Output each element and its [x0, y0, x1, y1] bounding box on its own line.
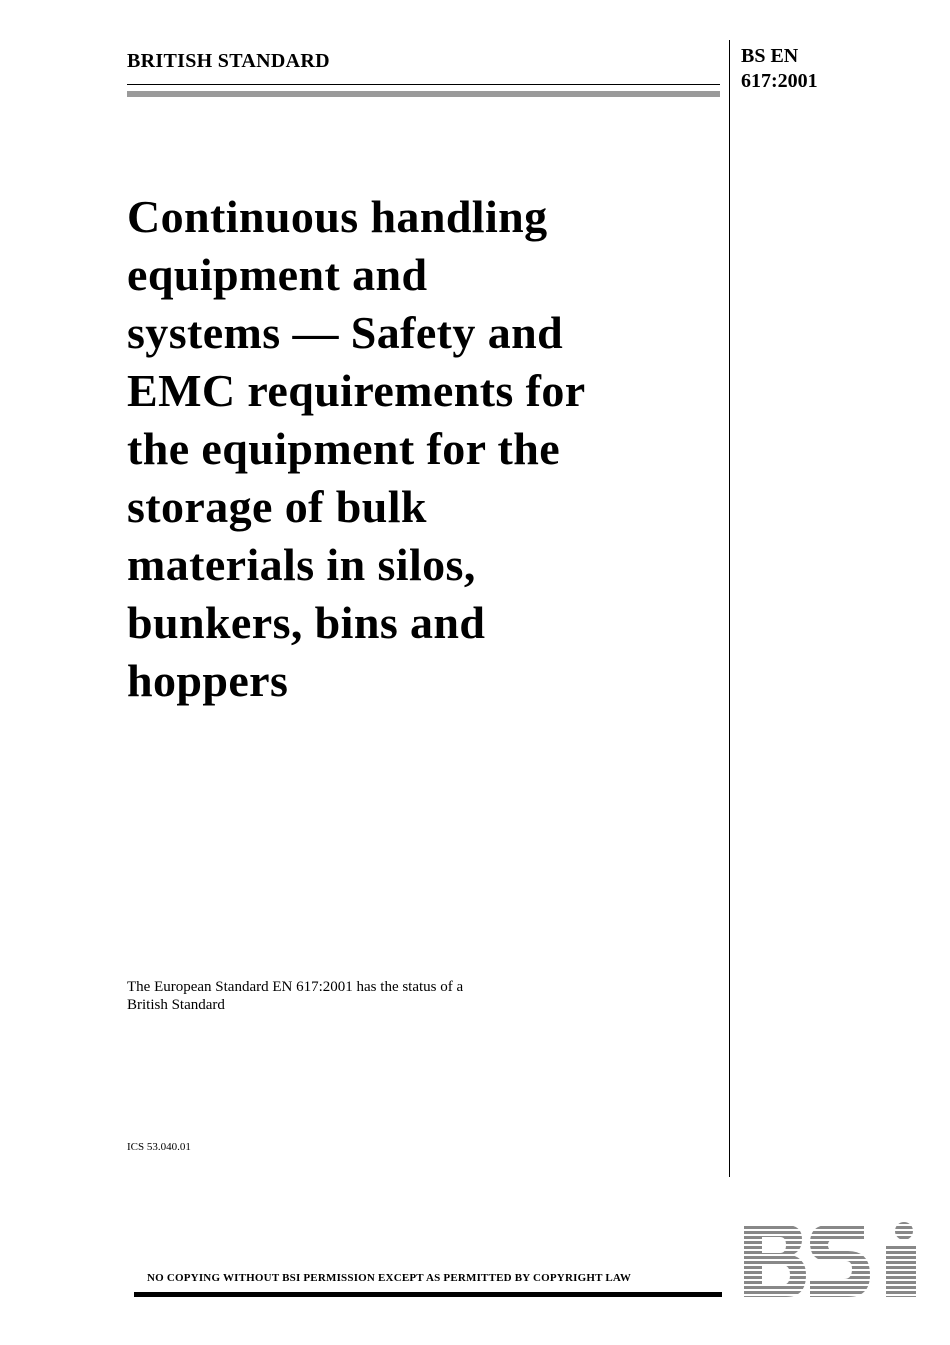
copyright-notice: NO COPYING WITHOUT BSI PERMISSION EXCEPT AS PERMITTED BY COPYRIGHT LAW	[147, 1272, 632, 1284]
title-line: materials in silos,	[127, 539, 476, 590]
bsi-logo-letter-i	[886, 1222, 916, 1297]
status-line-2: British Standard	[127, 997, 225, 1013]
document-number	[741, 44, 818, 94]
document-number-line-2: 617:2001	[741, 70, 818, 92]
ics-code: ICS 53.040.01	[127, 1141, 191, 1153]
header-rule-thick	[127, 91, 720, 97]
document-number-line-1: BS EN	[741, 45, 799, 67]
title-line: equipment and	[127, 249, 428, 300]
bsi-logo-letter-s	[810, 1225, 870, 1297]
status-line-1: The European Standard EN 617:2001 has the status of a	[127, 979, 464, 995]
footer-rule	[134, 1292, 722, 1297]
title-line: hoppers	[127, 655, 289, 706]
standard-category-label: BRITISH STANDARD	[127, 50, 330, 72]
status-statement	[127, 978, 597, 1014]
title-line: systems — Safety and	[127, 307, 564, 358]
title-line: the equipment for the	[127, 423, 561, 474]
bsi-logo-icon	[744, 1221, 916, 1299]
document-title	[127, 188, 717, 710]
vertical-divider	[729, 40, 730, 1177]
title-line: Continuous handling	[127, 191, 548, 242]
bsi-logo-letter-b	[744, 1225, 806, 1297]
title-line: storage of bulk	[127, 481, 427, 532]
title-line: EMC requirements for	[127, 365, 586, 416]
title-line: bunkers, bins and	[127, 597, 486, 648]
header-rule-thin	[127, 84, 720, 85]
